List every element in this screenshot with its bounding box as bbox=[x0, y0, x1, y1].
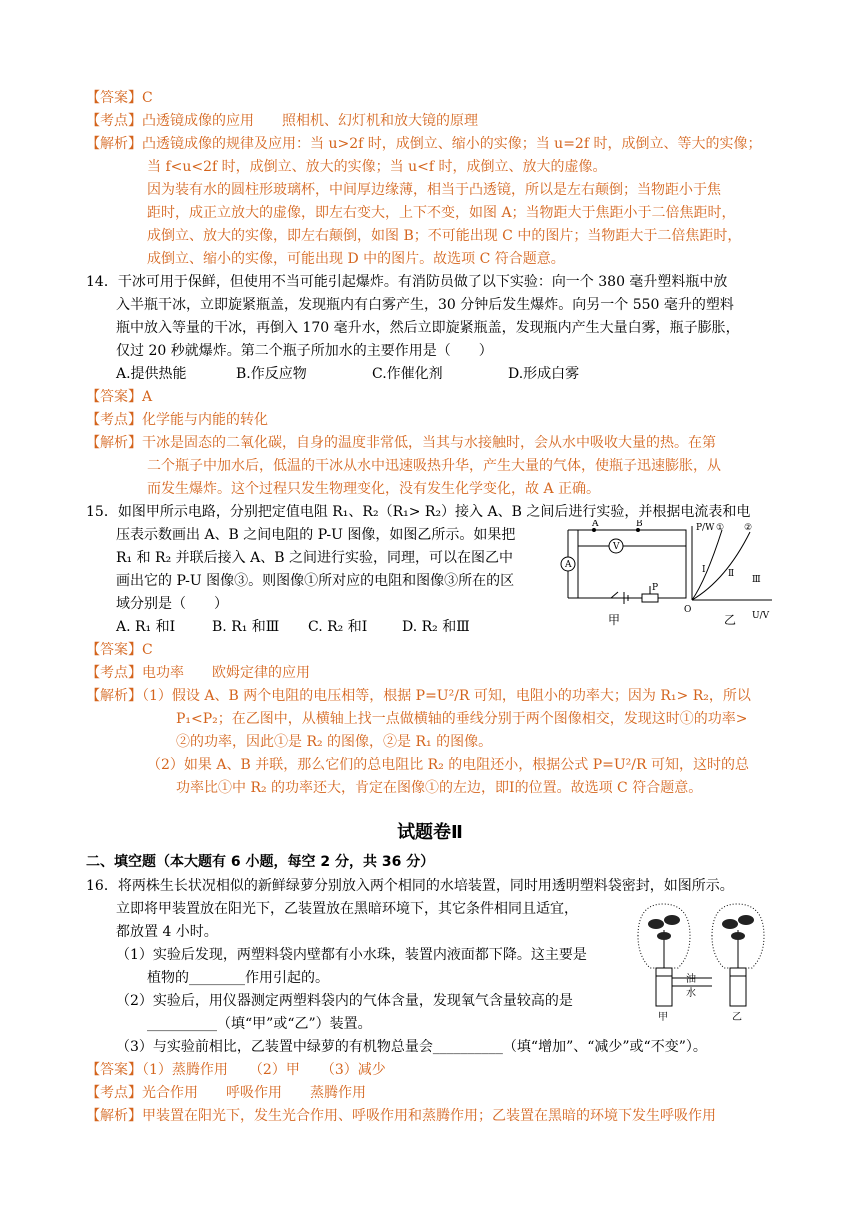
q14-option-c: C.作催化剂 bbox=[372, 366, 443, 382]
q14-option-a: A.提供热能 bbox=[116, 366, 187, 382]
q16-figure bbox=[628, 896, 778, 1026]
q16-stem: 都放置 4 小时。 bbox=[116, 924, 218, 940]
q16-stem: （2）实验后，用仪器测定两塑料袋内的气体含量，发现氧气含量较高的是 bbox=[116, 993, 573, 1009]
q16-stem: 立即将甲装置放在阳光下，乙装置放在黑暗环境下，其它条件相同且适宜， bbox=[116, 901, 578, 917]
oil-label: 油 bbox=[686, 974, 696, 985]
q15-analysis-line: ②的功率，因此①是 R₂ 的图像，②是 R₁ 的图像。 bbox=[176, 734, 493, 750]
q14-analysis-line: 二个瓶子中加水后，低温的干冰从水中迅速吸热升华，产生大量的气体，使瓶子迅速膨胀，从 bbox=[147, 458, 721, 474]
terminal-b-label: B bbox=[636, 520, 643, 529]
container-right bbox=[730, 968, 746, 1006]
curve-2-label: ② bbox=[744, 523, 753, 533]
q15-point: 【考点】电功率 欧姆定律的应用 bbox=[86, 665, 310, 681]
circuit-frame bbox=[578, 530, 686, 598]
q16-point: 【考点】光合作用 呼吸作用 蒸腾作用 bbox=[86, 1085, 366, 1101]
q13-analysis-line: 距时，成正立放大的虚像，即左右变大，上下不变，如图 A；当物距大于焦距小于二倍焦距时， bbox=[147, 205, 736, 221]
switch-icon bbox=[611, 592, 618, 598]
q15-analysis-line: P₁<P₂；在乙图中，从横轴上找一点做横轴的垂线分别于两个图像相交，发现这时①的功率> bbox=[176, 711, 748, 727]
q16-stem: （3）与实验前相比，乙装置中绿萝的有机物总量会__________（填“增加”、“减少”或“不变”）。 bbox=[116, 1039, 707, 1055]
q14-stem: 14．干冰可用于保鲜，但使用不当可能引起爆炸。有消防员做了以下实验：向一个 380 毫升塑料瓶中放 bbox=[86, 274, 728, 290]
q16-stem: 16．将两株生长状况相似的新鲜绿萝分别放入两个相同的水培装置，同时用透明塑料袋密封，如图所示。 bbox=[86, 878, 734, 894]
q15-stem: 域分别是（ ） bbox=[116, 596, 228, 612]
q15-option-c: C. R₂ 和Ⅰ bbox=[308, 619, 368, 635]
slider-label: P bbox=[652, 583, 659, 593]
q15-stem: 15．如图甲所示电路，分别把定值电阻 R₁、R₂（R₁> R₂）接入 A、B 之间后进行实验，并根据电流表和电 bbox=[86, 504, 751, 520]
q13-answer: 【答案】C bbox=[86, 90, 153, 106]
q14-stem: 入半瓶干冰，立即旋紧瓶盖，发现瓶内有白雾产生，30 分钟后发生爆炸。向另一个 550 毫升的塑料 bbox=[116, 297, 734, 313]
origin-label: O bbox=[684, 605, 692, 615]
curve-1-label: ① bbox=[716, 523, 725, 533]
q14-option-b: B.作反应物 bbox=[236, 366, 307, 382]
q15-stem: R₁ 和 R₂ 并联后接入 A、B 之间进行实验，同理，可以在图乙中 bbox=[116, 550, 513, 566]
q14-answer: 【答案】A bbox=[86, 389, 153, 405]
q14-analysis-line: 而发生爆炸。这个过程只发生物理变化，没有发生化学变化，故 A 正确。 bbox=[147, 481, 601, 497]
q13-analysis-line: 当 f<u<2f 时，成倒立、放大的实像；当 u<f 时，成倒立、放大的虚像。 bbox=[147, 159, 607, 175]
ammeter-label: A bbox=[565, 560, 572, 570]
q13-analysis-line: 因为装有水的圆柱形玻璃杯，中间厚边缘薄，相当于凸透镜，所以是左右颠倒；当物距小于焦 bbox=[147, 182, 721, 198]
q16-stem: （1）实验后发现，两塑料袋内壁都有小水珠，装置内液面都下降。这主要是 bbox=[116, 947, 587, 963]
region-2-label: Ⅱ bbox=[728, 569, 735, 579]
q16-stem: 植物的________作用引起的。 bbox=[147, 970, 329, 986]
q15-stem: 压表示数画出 A、B 之间电阻的 P-U 图像，如图乙所示。如果把 bbox=[116, 527, 516, 543]
container-left bbox=[656, 968, 672, 1006]
terminal-a-label: A bbox=[592, 520, 599, 529]
q14-stem: 仅过 20 秒就爆炸。第二个瓶子所加水的主要作用是（ ） bbox=[116, 343, 493, 359]
q15-analysis-line: 功率比①中 R₂ 的功率还大，肯定在图像①的左边，即Ⅰ的位置。故选项 C 符合题意。 bbox=[176, 780, 703, 796]
q16-analysis-line: 【解析】甲装置在阳光下，发生光合作用、呼吸作用和蒸腾作用；乙装置在黑暗的环境下发生呼吸作用 bbox=[86, 1108, 716, 1124]
q13-point: 【考点】凸透镜成像的应用 照相机、幻灯机和放大镜的原理 bbox=[86, 113, 478, 129]
q15-analysis-line: 【解析】（1）假设 A、B 两个电阻的电压相等，根据 P=U²/R 可知，电阻小的功率大；因为 R₁> R₂，所以 bbox=[86, 688, 751, 704]
rheostat-icon bbox=[642, 594, 658, 602]
q13-analysis-line: 【解析】凸透镜成像的规律及应用：当 u>2f 时，成倒立、缩小的实像；当 u=2f 时，成倒立、等大的实像； bbox=[86, 136, 762, 152]
q15-option-d: D. R₂ 和Ⅲ bbox=[402, 619, 470, 635]
q13-analysis-line: 成倒立、缩小的实像，可能出现 D 中的图片。故选项 C 符合题意。 bbox=[147, 251, 565, 267]
right-caption: 乙 bbox=[732, 1012, 742, 1023]
section-title: 试题卷Ⅱ bbox=[397, 822, 463, 843]
x-axis-label: U/V bbox=[752, 611, 770, 621]
circuit-caption: 甲 bbox=[608, 613, 621, 627]
region-1-label: Ⅰ bbox=[702, 565, 706, 575]
section-2-heading: 二、填空题（本大题有 6 小题，每空 2 分，共 36 分） bbox=[86, 854, 435, 870]
q15-stem: 画出它的 P-U 图像③。则图像①所对应的电阻和图像③所在的区 bbox=[116, 573, 515, 589]
q15-option-b: B. R₁ 和Ⅲ bbox=[212, 619, 280, 635]
left-caption: 甲 bbox=[658, 1012, 668, 1023]
water-label: 水 bbox=[686, 988, 696, 999]
q14-analysis-line: 【解析】干冰是固态的二氧化碳，自身的温度非常低，当其与水接触时，会从水中吸收大量的热。在第 bbox=[86, 435, 716, 451]
y-axis-label: P/W bbox=[696, 523, 715, 533]
curve-2 bbox=[692, 532, 750, 600]
q15-analysis-line: （2）如果 A、B 并联，那么它们的总电阻比 R₂ 的电阻还小，根据公式 P=U²/R 可知，这时的总 bbox=[147, 757, 749, 773]
region-3-label: Ⅲ bbox=[752, 575, 761, 585]
q13-analysis-line: 成倒立、放大的实像，即左右颠倒，如图 B；不可能出现 C 中的图片；当物距大于二倍焦距时， bbox=[147, 228, 742, 244]
q15-answer: 【答案】C bbox=[86, 642, 153, 658]
q14-option-d: D.形成白雾 bbox=[508, 366, 580, 382]
q14-point: 【考点】化学能与内能的转化 bbox=[86, 412, 268, 428]
q15-figure bbox=[556, 520, 778, 630]
voltmeter-label: V bbox=[613, 542, 620, 552]
q16-stem: __________（填“甲”或“乙”）装置。 bbox=[147, 1016, 372, 1032]
q14-stem: 瓶中放入等量的干冰，再倒入 170 毫升水，然后立即旋紧瓶盖，发现瓶内产生大量白雾，瓶子膨胀， bbox=[116, 320, 740, 336]
q16-answer: 【答案】（1）蒸腾作用 （2）甲 （3）减少 bbox=[86, 1062, 386, 1078]
graph-caption: 乙 bbox=[724, 613, 737, 627]
q15-option-a: A. R₁ 和Ⅰ bbox=[116, 619, 176, 635]
